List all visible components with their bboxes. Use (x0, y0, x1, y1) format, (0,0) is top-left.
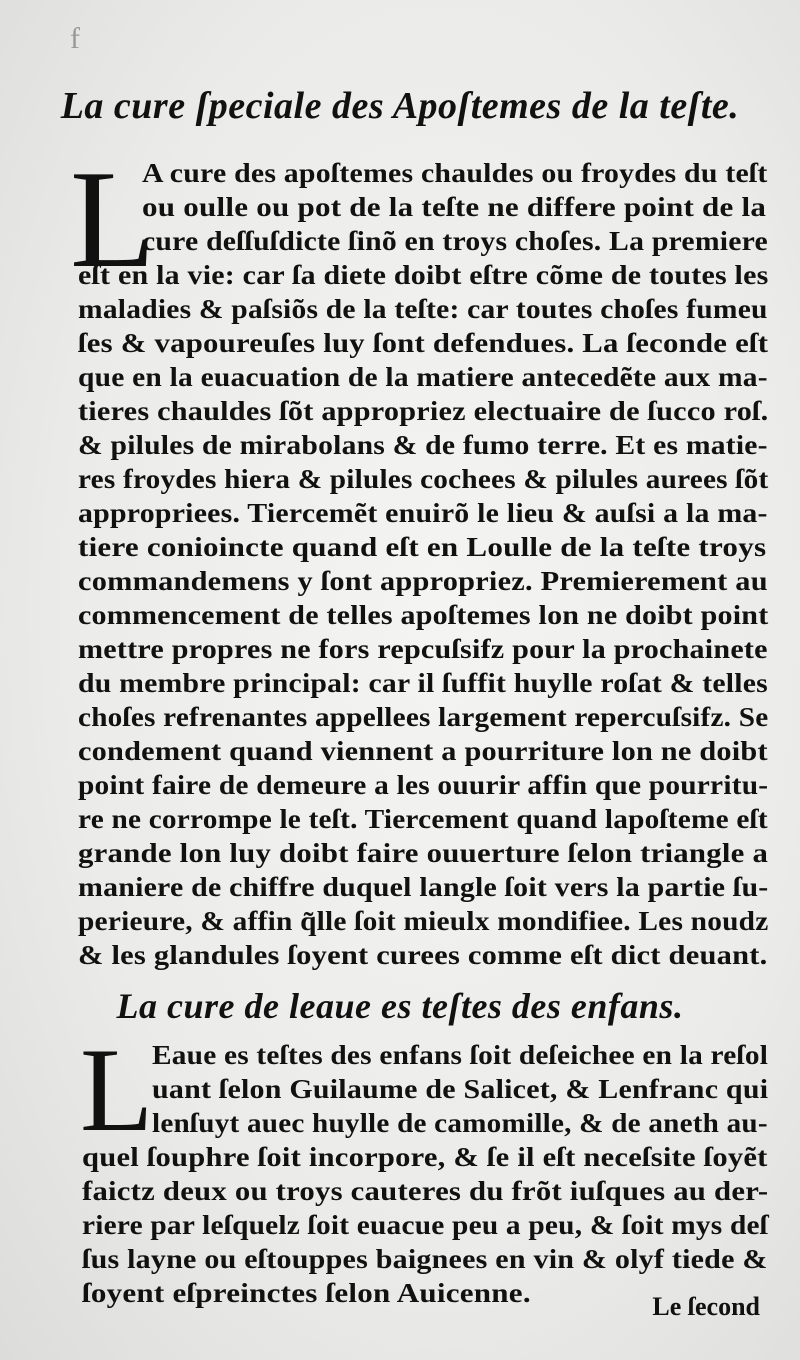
text-line: appropriees. Tiercemẽt enuirõ le lieu & auſsi a la ma- (78, 498, 768, 528)
text-line: eſt en la vie: car ſa diete doibt eſtre cõme de toutes les (78, 260, 769, 290)
text-line: perieure, & affin q̃lle ſoit mieulx mondifiee. Les noudz (78, 906, 769, 936)
drop-cap-2: L (80, 1023, 154, 1156)
text-line: commandemens y ſont appropriez. Premierement au (78, 566, 768, 596)
text-line: cure deſſuſdicte ſinõ en troys choſes. La premiere (142, 226, 768, 256)
text-line: quel ſouphre ſoit incorpore, & ſe il eſt neceſsite ſoyẽt (82, 1142, 768, 1172)
text-line: ou oulle ou pot de la teſte ne differe point de la (142, 192, 767, 222)
text-line: Eaue es teſtes des enfans ſoit deſeichee en la reſol (152, 1040, 769, 1070)
text-line: uant ſelon Guilaume de Salicet, & Lenfranc qui (152, 1074, 769, 1104)
running-head: f (70, 22, 81, 55)
text-line: choſes refrenantes appellees largement repercuſsifz. Se (78, 702, 769, 732)
text-line: maladies & paſsiõs de la teſte: car toutes choſes fumeu (78, 294, 768, 324)
text-line: ſes & vapoureuſes luy ſont defendues. La ſeconde eſt (78, 328, 769, 358)
text-line: & pilules de mirabolans & de fumo terre. Et es matie- (78, 430, 768, 460)
text-line: ſus layne ou eſtouppes baignees en vin & olyf tiede & (82, 1244, 768, 1274)
section-heading-1: La cure ſpeciale des Apoſtemes de la teſte. (60, 85, 740, 127)
text-line: faictz deux ou troys cauteres du frõt iuſques au der- (82, 1176, 769, 1206)
text-line: ſoyent eſpreinctes ſelon Auicenne. (82, 1278, 531, 1308)
text-line: grande lon luy doibt faire ouuerture ſelon triangle a (78, 838, 769, 868)
text-line: riere par leſquelz ſoit euacue peu a peu, & ſoit mys deſ (82, 1210, 769, 1240)
text-line: point faire de demeure a les ouurir affin que pourritu- (78, 770, 769, 800)
catchword: Le ſecond (652, 1292, 760, 1321)
text-line: du membre principal: car il ſuffit huylle roſat & telles (78, 668, 768, 698)
text-line: & les glandules ſoyent curees comme eſt dict deuant. (78, 940, 768, 970)
text-line: lenſuyt auec huylle de camomille, & de aneth au- (152, 1108, 768, 1138)
text-line: tieres chauldes ſõt appropriez electuaire de ſucco roſ. (78, 396, 769, 426)
text-line: re ne corrompe le teſt. Tiercement quand lapoſteme eſt (78, 804, 768, 834)
text-line: maniere de chiffre duquel langle ſoit vers la partie ſu- (78, 872, 769, 902)
text-line: A cure des apoſtemes chauldes ou froydes du teſt (142, 158, 768, 188)
text-line: commencement de telles apoſtemes lon ne doibt point (78, 600, 769, 630)
text-line: mettre propres ne fors repcuſsifz pour la prochainete (78, 634, 768, 664)
section-heading-2: La cure de leaue es teſtes des enfans. (116, 986, 684, 1026)
text-line: que en la euacuation de la matiere antecedẽte aux ma- (78, 362, 768, 392)
text-line: tiere conioincte quand eſt en Loulle de la teſte troys (78, 532, 767, 562)
text-line: res froydes hiera & pilules cochees & pilules aurees ſõt (78, 464, 769, 494)
text-line: condement quand viennent a pourriture lon ne doibt (78, 736, 768, 766)
drop-cap-1: L (70, 142, 156, 297)
